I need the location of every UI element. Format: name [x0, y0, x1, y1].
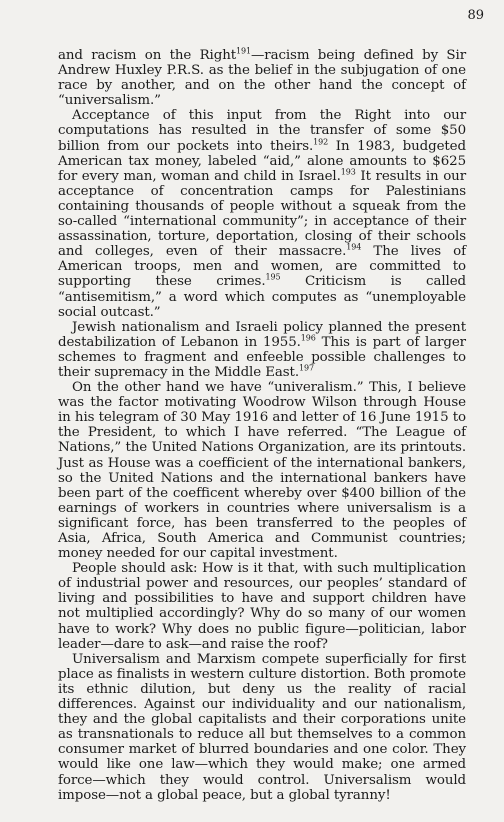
paragraph-p6 [58, 652, 466, 803]
footnote-ref: 197 [298, 363, 314, 373]
paragraph-p1 [58, 48, 466, 108]
paragraph-text: Acceptance of this input from the Right into our computations has resulted in the transfer of some $50 billion from our pockets into theirs. [58, 108, 466, 154]
body-text [58, 48, 466, 803]
paragraph-text: Universalism and Marxism compete superficially for first place as finalists in western culture distortion. Both promote its ethnic dilution, but deny us the reality of racial differences. Against our individuality and our nationalism, they and the global capitalists and their corporations unite as transnationals to reduce all but themselves to a common consumer market of blurred boundaries and one color. They would like one law—which they would make; one armed force—which they would control. Universalism would impose—not a global peace, but a global tyranny! [58, 651, 466, 803]
footnote-ref: 194 [346, 242, 362, 252]
footnote-ref: 195 [265, 272, 281, 282]
paragraph-text: People should ask: How is it that, with such multiplication of industrial power and resources, our peoples’ standard of living and possibilities to have and support children have not multiplied accordingly? Why do so many of our women have to work? Why does no public figure—politician, labor leader—dare to ask—and raise the roof? [58, 561, 466, 652]
paragraph-text: It results in our acceptance of concentration camps for Palestinians containing thousands of people without a squeak from the so-called “international community”; in acceptance of their assassination, torture, deportation, closing of their schools and colleges, even of their massacre. [58, 168, 467, 260]
paragraph-text: This is part of larger schemes to fragment and enfeeble possible challenges to their supremacy in the Middle East. [58, 334, 466, 380]
paragraph-text: and racism on the Right [58, 48, 237, 63]
page-number: 89 [467, 8, 484, 23]
paragraph-p2 [58, 108, 466, 319]
paragraph-text: In 1983, budgeted American tax money, labeled “aid,” alone amounts to $625 for every man, woman and child in Israel. [58, 138, 466, 184]
footnote-ref: 196 [300, 333, 316, 343]
paragraph-text: Jewish nationalism and Israeli policy planned the present destabilization of Lebanon in 1955. [58, 319, 466, 350]
paragraph-p3 [58, 320, 466, 380]
paragraph-text: Criticism is called “antisemitism,” a word which computes as “unemployable social outcast.” [58, 274, 466, 320]
footnote-ref: 192 [313, 137, 329, 147]
paragraph-p4 [58, 380, 466, 561]
footnote-ref: 191 [236, 46, 251, 56]
paragraph-text: The lives of American troops, men and women, are committed to supporting these crimes. [58, 244, 466, 290]
paragraph-text: —racism being defined by Sir Andrew Huxley P.R.S. as the belief in the subjugation of one race by another, and on the other hand the concept of “universalism.” [58, 48, 466, 109]
paragraph-p5 [58, 561, 466, 652]
footnote-ref: 193 [340, 167, 356, 177]
paragraph-text: On the other hand we have “univeralism.” This, I believe was the factor motivating Woodrow Wilson through House in his telegram of 30 May 1916 and letter of 16 June 1915 to the President, to which I have referred. “The League of Nations,” the United Nations Organization, are its printouts. Just as House was a coefficient of the international bankers, so the United Nations and the international bankers have been part of the coefficent whereby over $400 billion of the earnings of workers in countries where universalism is a significant force, has been transferred to the peoples of Asia, Africa, South America and Communist countries; money needed for our capital investment. [58, 380, 466, 562]
